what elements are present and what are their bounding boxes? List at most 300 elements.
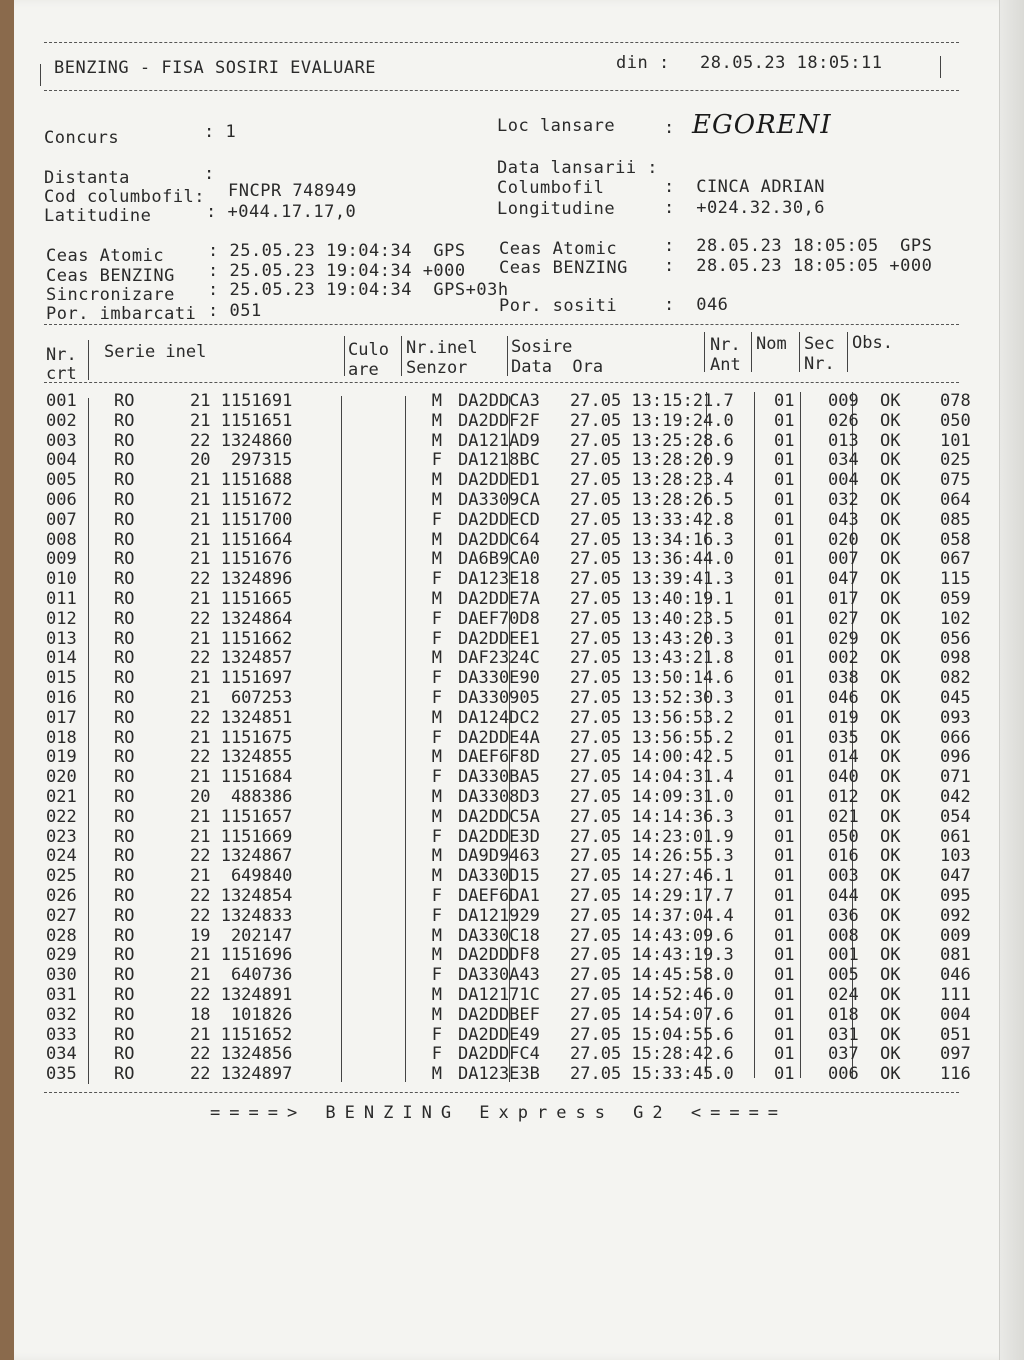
row-sec: OK xyxy=(880,885,901,906)
row-sec: OK xyxy=(880,509,901,530)
row-nr: 027 xyxy=(46,905,77,926)
row-obs: 082 xyxy=(940,668,971,689)
col-divider-4 xyxy=(507,336,508,376)
columns-bottom-rule xyxy=(44,382,959,383)
row-sensor: DA330D15 xyxy=(458,866,540,887)
col-nom: Nom xyxy=(756,334,787,354)
row-sensor: DA3308D3 xyxy=(458,786,540,807)
row-nr: 007 xyxy=(46,509,77,530)
header-left-bar xyxy=(40,64,41,86)
col-divider-1 xyxy=(88,340,89,380)
row-ant: 01 xyxy=(774,905,795,926)
row-nom: 044 xyxy=(828,885,859,906)
row-sensor: DA330BA5 xyxy=(458,767,540,788)
row-sec: OK xyxy=(880,747,901,768)
row-arrival: 27.05 13:28:20.9 xyxy=(570,450,734,471)
row-country: RO xyxy=(114,786,135,807)
row-nr: 004 xyxy=(46,450,77,471)
row-ant: 01 xyxy=(774,391,795,411)
row-sex: M xyxy=(431,391,442,411)
table-row xyxy=(46,808,1000,828)
row-sex: F xyxy=(431,608,442,629)
col-divider-6 xyxy=(751,332,752,372)
row-arrival: 27.05 14:54:07.6 xyxy=(570,1004,734,1025)
row-ring-number: 21 1151664 xyxy=(190,529,293,550)
row-arrival: 27.05 14:43:09.6 xyxy=(570,925,734,946)
row-nr: 031 xyxy=(46,984,77,1005)
row-obs: 101 xyxy=(940,430,971,451)
row-ring-number: 21 640736 xyxy=(190,965,293,986)
row-arrival: 27.05 13:25:28.6 xyxy=(570,430,734,451)
row-ring-number: 21 1151669 xyxy=(190,826,293,847)
table-row xyxy=(46,432,1000,452)
row-sec: OK xyxy=(880,588,901,609)
row-arrival: 27.05 15:28:42.6 xyxy=(570,1044,734,1065)
table-row xyxy=(46,491,1000,511)
row-arrival: 27.05 14:00:42.5 xyxy=(570,747,734,768)
row-obs: 050 xyxy=(940,410,971,431)
row-arrival: 27.05 13:40:23.5 xyxy=(570,608,734,629)
row-sex: M xyxy=(431,549,442,570)
row-sensor: DA2DDBEF xyxy=(458,1004,540,1025)
row-arrival: 27.05 14:26:55.3 xyxy=(570,846,734,867)
row-sex: M xyxy=(431,806,442,827)
row-country: RO xyxy=(114,1004,135,1025)
row-obs: 096 xyxy=(940,747,971,768)
row-arrival: 27.05 13:56:55.2 xyxy=(570,727,734,748)
row-country: RO xyxy=(114,885,135,906)
row-arrival: 27.05 14:14:36.3 xyxy=(570,806,734,827)
row-ant: 01 xyxy=(774,965,795,986)
row-ring-number: 22 1324867 xyxy=(190,846,293,867)
row-obs: 004 xyxy=(940,1004,971,1025)
sincronizare-value: : 25.05.23 19:04:34 GPS+03h xyxy=(208,280,509,300)
row-nom: 005 xyxy=(828,965,859,986)
row-sensor: DA121929 xyxy=(458,905,540,926)
row-ring-number: 22 1324854 xyxy=(190,885,293,906)
row-nom: 038 xyxy=(828,668,859,689)
row-sensor: DA2DDE49 xyxy=(458,1024,540,1045)
row-sec: OK xyxy=(880,529,901,550)
row-ring-number: 22 1324897 xyxy=(190,1064,293,1085)
ceas-benzing-start-label: Ceas BENZING xyxy=(46,266,175,286)
col-culo-bottom: are xyxy=(348,360,379,380)
row-sex: M xyxy=(431,866,442,887)
ceas-atomic-end-value: : 28.05.23 18:05:05 GPS xyxy=(664,236,933,256)
row-ring-number: 21 607253 xyxy=(190,687,293,708)
table-row xyxy=(46,649,1000,669)
row-ant: 01 xyxy=(774,1004,795,1025)
row-country: RO xyxy=(114,707,135,728)
table-row xyxy=(46,729,1000,749)
por-sositi-label: Por. sositi xyxy=(499,296,618,316)
row-nr: 010 xyxy=(46,569,77,590)
row-sec: OK xyxy=(880,866,901,887)
row-nr: 035 xyxy=(46,1064,77,1085)
col-ring-top: Nr.inel xyxy=(406,338,478,358)
table-bottom-rule xyxy=(44,1092,959,1093)
ceas-atomic-start-value: : 25.05.23 19:04:34 GPS xyxy=(208,241,466,261)
row-nr: 005 xyxy=(46,470,77,491)
row-ant: 01 xyxy=(774,885,795,906)
row-obs: 064 xyxy=(940,489,971,510)
table-row xyxy=(46,867,1000,887)
row-nom: 026 xyxy=(828,410,859,431)
row-obs: 045 xyxy=(940,687,971,708)
row-ant: 01 xyxy=(774,489,795,510)
row-sec: OK xyxy=(880,707,901,728)
row-nom: 037 xyxy=(828,1044,859,1065)
col-culo-top: Culo xyxy=(348,340,389,360)
row-ant: 01 xyxy=(774,588,795,609)
row-arrival: 27.05 13:19:24.0 xyxy=(570,410,734,431)
row-nom: 018 xyxy=(828,1004,859,1025)
row-arrival: 27.05 14:27:46.1 xyxy=(570,866,734,887)
table-row xyxy=(46,828,1000,848)
row-sec: OK xyxy=(880,470,901,491)
row-sec: OK xyxy=(880,489,901,510)
row-sex: F xyxy=(431,509,442,530)
col-divider-8 xyxy=(847,332,848,372)
row-sec: OK xyxy=(880,727,901,748)
col-ring-bottom: Senzor xyxy=(406,358,468,378)
por-sositi-value: : 046 xyxy=(664,295,729,315)
row-obs: 056 xyxy=(940,628,971,649)
row-sensor: DA6B9CA0 xyxy=(458,549,540,570)
row-obs: 042 xyxy=(940,786,971,807)
row-sex: F xyxy=(431,1044,442,1065)
row-sensor: DA123E3B xyxy=(458,1064,540,1085)
row-nom: 043 xyxy=(828,509,859,530)
row-sex: F xyxy=(431,905,442,926)
row-country: RO xyxy=(114,509,135,530)
row-ring-number: 21 1151662 xyxy=(190,628,293,649)
row-arrival: 27.05 13:50:14.6 xyxy=(570,668,734,689)
row-ant: 01 xyxy=(774,866,795,887)
row-sec: OK xyxy=(880,846,901,867)
row-country: RO xyxy=(114,668,135,689)
row-nr: 003 xyxy=(46,430,77,451)
row-nom: 007 xyxy=(828,549,859,570)
col-sosire-bottom: Data Ora xyxy=(511,357,604,377)
table-row xyxy=(46,986,1000,1006)
row-ant: 01 xyxy=(774,806,795,827)
row-arrival: 27.05 13:28:23.4 xyxy=(570,470,734,491)
table-row xyxy=(46,630,1000,650)
row-country: RO xyxy=(114,549,135,570)
row-sensor: DA9D9463 xyxy=(458,846,540,867)
row-obs: 061 xyxy=(940,826,971,847)
row-ant: 01 xyxy=(774,430,795,451)
row-nom: 019 xyxy=(828,707,859,728)
row-country: RO xyxy=(114,529,135,550)
distanta-sep: : xyxy=(204,164,215,184)
row-nr: 022 xyxy=(46,806,77,827)
row-ring-number: 22 1324856 xyxy=(190,1044,293,1065)
row-country: RO xyxy=(114,767,135,788)
row-ring-number: 21 1151657 xyxy=(190,806,293,827)
row-arrival: 27.05 13:39:41.3 xyxy=(570,569,734,590)
row-sensor: DA330A43 xyxy=(458,965,540,986)
row-nom: 002 xyxy=(828,648,859,669)
row-ring-number: 21 1151700 xyxy=(190,509,293,530)
col-sec-bottom: Nr. xyxy=(804,354,835,374)
table-row xyxy=(46,748,1000,768)
row-ant: 01 xyxy=(774,608,795,629)
sincronizare-label: Sincronizare xyxy=(46,285,175,305)
row-sex: F xyxy=(431,965,442,986)
row-nr: 026 xyxy=(46,885,77,906)
row-ring-number: 21 1151688 xyxy=(190,470,293,491)
row-nom: 016 xyxy=(828,846,859,867)
row-sensor: DA12171C xyxy=(458,984,540,1005)
row-sex: F xyxy=(431,767,442,788)
row-obs: 093 xyxy=(940,707,971,728)
row-sensor: DAEF70D8 xyxy=(458,608,540,629)
row-nr: 016 xyxy=(46,687,77,708)
arrivals-table xyxy=(46,392,1000,1085)
report-title: BENZING - FISA SOSIRI EVALUARE xyxy=(54,58,377,78)
row-sec: OK xyxy=(880,905,901,926)
cod-columbofil-label: Cod columbofil: xyxy=(44,187,206,207)
row-sensor: DA2DDCA3 xyxy=(458,391,540,411)
row-country: RO xyxy=(114,1064,135,1085)
table-row xyxy=(46,907,1000,927)
row-sex: F xyxy=(431,687,442,708)
row-country: RO xyxy=(114,747,135,768)
row-ant: 01 xyxy=(774,984,795,1005)
row-nom: 032 xyxy=(828,489,859,510)
row-nr: 024 xyxy=(46,846,77,867)
cod-columbofil-value: FNCPR 748949 xyxy=(228,181,357,201)
table-row xyxy=(46,451,1000,471)
row-nom: 027 xyxy=(828,608,859,629)
row-obs: 081 xyxy=(940,945,971,966)
row-nr: 030 xyxy=(46,965,77,986)
row-sex: M xyxy=(431,846,442,867)
report-datetime: 28.05.23 18:05:11 xyxy=(700,53,883,73)
row-nr: 018 xyxy=(46,727,77,748)
row-ant: 01 xyxy=(774,628,795,649)
col-nr-top: Nr. xyxy=(46,345,77,365)
row-nom: 006 xyxy=(828,1064,859,1085)
row-sec: OK xyxy=(880,826,901,847)
row-obs: 098 xyxy=(940,648,971,669)
row-obs: 071 xyxy=(940,767,971,788)
table-row xyxy=(46,610,1000,630)
row-ring-number: 20 297315 xyxy=(190,450,293,471)
row-sex: F xyxy=(431,569,442,590)
row-sex: M xyxy=(431,470,442,491)
row-ant: 01 xyxy=(774,1064,795,1085)
row-obs: 116 xyxy=(940,1064,971,1085)
table-row xyxy=(46,531,1000,551)
row-country: RO xyxy=(114,648,135,669)
row-sex: M xyxy=(431,786,442,807)
table-row xyxy=(46,412,1000,432)
row-ant: 01 xyxy=(774,410,795,431)
row-obs: 078 xyxy=(940,391,971,411)
row-sensor: DA2DDC5A xyxy=(458,806,540,827)
row-sec: OK xyxy=(880,925,901,946)
row-country: RO xyxy=(114,687,135,708)
row-arrival: 27.05 14:43:19.3 xyxy=(570,945,734,966)
row-sex: M xyxy=(431,984,442,1005)
row-arrival: 27.05 15:04:55.6 xyxy=(570,1024,734,1045)
row-country: RO xyxy=(114,1024,135,1045)
table-row xyxy=(46,550,1000,570)
row-ring-number: 21 1151696 xyxy=(190,945,293,966)
row-nom: 013 xyxy=(828,430,859,451)
row-nr: 002 xyxy=(46,410,77,431)
ceas-atomic-start-label: Ceas Atomic xyxy=(46,246,165,266)
col-divider-3 xyxy=(401,336,402,376)
row-obs: 075 xyxy=(940,470,971,491)
row-ring-number: 22 1324891 xyxy=(190,984,293,1005)
distanta-label: Distanta xyxy=(44,168,130,188)
row-arrival: 27.05 13:52:30.3 xyxy=(570,687,734,708)
row-nom: 017 xyxy=(828,588,859,609)
row-nom: 035 xyxy=(828,727,859,748)
row-sensor: DA330905 xyxy=(458,687,540,708)
row-arrival: 27.05 15:33:45.0 xyxy=(570,1064,734,1085)
row-sec: OK xyxy=(880,569,901,590)
row-ant: 01 xyxy=(774,846,795,867)
row-sex: M xyxy=(431,1004,442,1025)
row-nom: 036 xyxy=(828,905,859,926)
row-obs: 047 xyxy=(940,866,971,887)
row-nom: 046 xyxy=(828,687,859,708)
row-nom: 008 xyxy=(828,925,859,946)
longitudine-value: : +024.32.30,6 xyxy=(664,198,826,218)
col-serie: Serie inel xyxy=(104,342,207,362)
row-sensor: DAF2324C xyxy=(458,648,540,669)
row-obs: 066 xyxy=(940,727,971,748)
row-sensor: DA2DDEE1 xyxy=(458,628,540,649)
row-nr: 017 xyxy=(46,707,77,728)
row-sex: F xyxy=(431,727,442,748)
ceas-benzing-end-value: : 28.05.23 18:05:05 +000 xyxy=(664,256,933,276)
row-sec: OK xyxy=(880,410,901,431)
row-ring-number: 22 1324857 xyxy=(190,648,293,669)
row-nr: 028 xyxy=(46,925,77,946)
row-sensor: DA1218BC xyxy=(458,450,540,471)
row-arrival: 27.05 14:04:31.4 xyxy=(570,767,734,788)
row-nr: 033 xyxy=(46,1024,77,1045)
row-ring-number: 22 1324833 xyxy=(190,905,293,926)
table-row xyxy=(46,570,1000,590)
row-ring-number: 21 1151697 xyxy=(190,668,293,689)
row-sec: OK xyxy=(880,549,901,570)
paper-edge xyxy=(999,0,1024,1360)
col-ant-bottom: Ant xyxy=(710,355,741,375)
row-nr: 008 xyxy=(46,529,77,550)
row-obs: 092 xyxy=(940,905,971,926)
row-sec: OK xyxy=(880,965,901,986)
row-arrival: 27.05 14:37:04.4 xyxy=(570,905,734,926)
row-obs: 067 xyxy=(940,549,971,570)
row-country: RO xyxy=(114,391,135,411)
row-ring-number: 21 1151651 xyxy=(190,410,293,431)
data-lansarii-label: Data lansarii : xyxy=(497,158,659,178)
row-sec: OK xyxy=(880,450,901,471)
row-sensor: DA330C18 xyxy=(458,925,540,946)
row-nr: 020 xyxy=(46,767,77,788)
header-top-rule xyxy=(44,42,959,43)
row-sec: OK xyxy=(880,628,901,649)
row-country: RO xyxy=(114,569,135,590)
row-nr: 006 xyxy=(46,489,77,510)
row-obs: 059 xyxy=(940,588,971,609)
row-ant: 01 xyxy=(774,529,795,550)
row-country: RO xyxy=(114,489,135,510)
row-nom: 024 xyxy=(828,984,859,1005)
row-ring-number: 21 1151676 xyxy=(190,549,293,570)
table-row xyxy=(46,1006,1000,1026)
row-sex: M xyxy=(431,529,442,550)
row-arrival: 27.05 13:15:21.7 xyxy=(570,391,734,411)
row-nom: 003 xyxy=(828,866,859,887)
row-obs: 009 xyxy=(940,925,971,946)
table-row xyxy=(46,689,1000,709)
row-country: RO xyxy=(114,727,135,748)
row-country: RO xyxy=(114,470,135,491)
row-ant: 01 xyxy=(774,826,795,847)
row-ring-number: 21 1151675 xyxy=(190,727,293,748)
row-ant: 01 xyxy=(774,1044,795,1065)
row-ant: 01 xyxy=(774,727,795,748)
row-ant: 01 xyxy=(774,786,795,807)
row-sensor: DAEF6DA1 xyxy=(458,885,540,906)
loc-lansare-handwritten: EGORENI xyxy=(692,110,832,140)
row-ant: 01 xyxy=(774,549,795,570)
row-country: RO xyxy=(114,846,135,867)
row-obs: 103 xyxy=(940,846,971,867)
table-row xyxy=(46,709,1000,729)
row-sensor: DA2DDECD xyxy=(458,509,540,530)
row-country: RO xyxy=(114,965,135,986)
row-sex: M xyxy=(431,489,442,510)
row-nom: 031 xyxy=(828,1024,859,1045)
row-nr: 021 xyxy=(46,786,77,807)
row-country: RO xyxy=(114,905,135,926)
row-country: RO xyxy=(114,430,135,451)
row-nom: 050 xyxy=(828,826,859,847)
row-sex: F xyxy=(431,450,442,471)
row-sensor: DA2DDE3D xyxy=(458,826,540,847)
row-country: RO xyxy=(114,1044,135,1065)
concurs-value: : 1 xyxy=(204,122,237,142)
concurs-label: Concurs xyxy=(44,128,120,148)
row-obs: 111 xyxy=(940,984,971,1005)
header-right-bar xyxy=(940,56,941,78)
row-sex: M xyxy=(431,747,442,768)
row-sec: OK xyxy=(880,1044,901,1065)
row-arrival: 27.05 13:34:16.3 xyxy=(570,529,734,550)
row-arrival: 27.05 14:29:17.7 xyxy=(570,885,734,906)
row-nr: 012 xyxy=(46,608,77,629)
row-country: RO xyxy=(114,410,135,431)
latitudine-label: Latitudine xyxy=(44,206,152,226)
row-sex: M xyxy=(431,945,442,966)
col-ant-top: Nr. xyxy=(710,335,741,355)
col-obs: Obs. xyxy=(852,333,893,353)
row-sec: OK xyxy=(880,648,901,669)
row-country: RO xyxy=(114,608,135,629)
row-sensor: DA2DDE7A xyxy=(458,588,540,609)
row-sex: M xyxy=(431,410,442,431)
row-nom: 021 xyxy=(828,806,859,827)
